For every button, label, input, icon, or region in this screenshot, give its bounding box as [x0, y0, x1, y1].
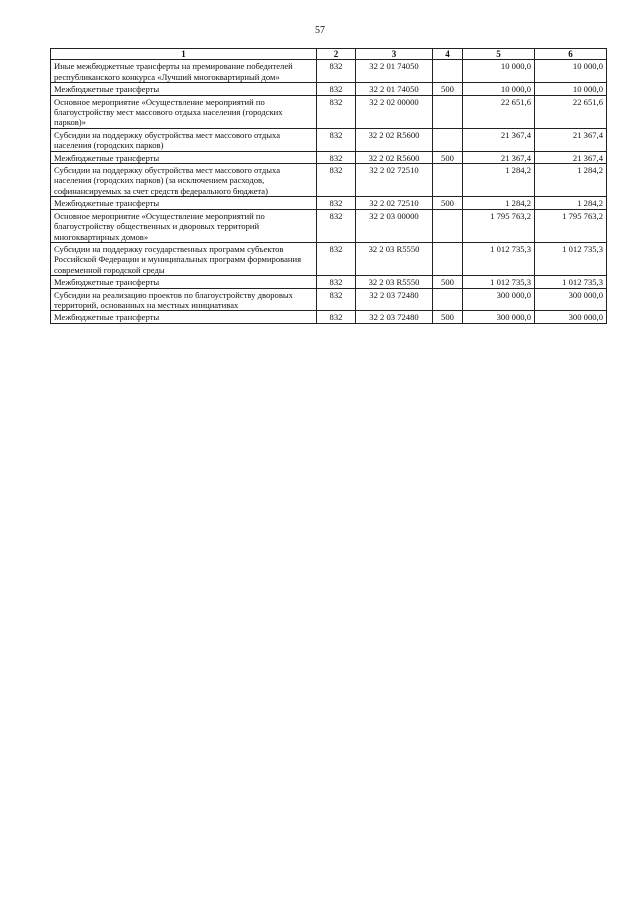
amount-cell: 21 367,4	[535, 128, 607, 151]
table-row	[51, 164, 607, 197]
target-article-cell: 32 2 02 R5600	[356, 128, 433, 151]
table-row	[51, 288, 607, 311]
column-header: 2	[317, 49, 356, 60]
expense-type-cell	[433, 60, 463, 83]
amount-cell: 10 000,0	[463, 83, 535, 95]
expense-type-cell: 500	[433, 197, 463, 209]
ministry-code-cell: 832	[317, 209, 356, 242]
table-row	[51, 209, 607, 242]
expense-type-cell	[433, 95, 463, 128]
amount-cell: 1 284,2	[463, 197, 535, 209]
item-name-cell: Субсидии на реализацию проектов по благоустройству дворовых территорий, основанных на местных инициативах	[51, 288, 317, 311]
table-row	[51, 95, 607, 128]
amount-cell: 1 284,2	[463, 164, 535, 197]
item-name-cell: Субсидии на поддержку обустройства мест массового отдыха населения (городских парков)	[51, 128, 317, 151]
amount-cell: 21 367,4	[535, 151, 607, 163]
expense-type-cell: 500	[433, 151, 463, 163]
item-name-cell: Субсидии на поддержку обустройства мест массового отдыха населения (городских парков) (за исключением расходов, софинансируемых за счет средств федерального бюджета)	[51, 164, 317, 197]
amount-cell: 1 012 735,3	[535, 242, 607, 275]
item-name-cell: Межбюджетные трансферты	[51, 276, 317, 288]
target-article-cell: 32 2 02 R5600	[356, 151, 433, 163]
target-article-cell: 32 2 01 74050	[356, 60, 433, 83]
target-article-cell: 32 2 03 00000	[356, 209, 433, 242]
item-name-cell: Межбюджетные трансферты	[51, 151, 317, 163]
column-header: 6	[535, 49, 607, 60]
item-name-cell: Иные межбюджетные трансферты на премирование победителей республиканского конкурса «Лучший многоквартирный дом»	[51, 60, 317, 83]
amount-cell: 300 000,0	[535, 288, 607, 311]
item-name-cell: Основное мероприятие «Осуществление мероприятий по благоустройству мест массового отдыха населения (городских парков)»	[51, 95, 317, 128]
ministry-code-cell: 832	[317, 242, 356, 275]
target-article-cell: 32 2 03 72480	[356, 288, 433, 311]
amount-cell: 1 284,2	[535, 197, 607, 209]
table-row	[51, 60, 607, 83]
ministry-code-cell: 832	[317, 128, 356, 151]
expense-type-cell	[433, 164, 463, 197]
target-article-cell: 32 2 03 R5550	[356, 242, 433, 275]
amount-cell: 22 651,6	[463, 95, 535, 128]
ministry-code-cell: 832	[317, 164, 356, 197]
target-article-cell: 32 2 02 72510	[356, 164, 433, 197]
target-article-cell: 32 2 03 R5550	[356, 276, 433, 288]
amount-cell: 10 000,0	[463, 60, 535, 83]
ministry-code-cell: 832	[317, 311, 356, 323]
table-row	[51, 311, 607, 323]
expense-type-cell	[433, 288, 463, 311]
expense-type-cell: 500	[433, 276, 463, 288]
target-article-cell: 32 2 02 00000	[356, 95, 433, 128]
column-header: 5	[463, 49, 535, 60]
amount-cell: 22 651,6	[535, 95, 607, 128]
table-row	[51, 151, 607, 163]
item-name-cell: Межбюджетные трансферты	[51, 83, 317, 95]
budget-table	[50, 48, 607, 324]
table-body	[51, 60, 607, 323]
amount-cell: 1 012 735,3	[463, 276, 535, 288]
expense-type-cell: 500	[433, 311, 463, 323]
item-name-cell: Межбюджетные трансферты	[51, 197, 317, 209]
ministry-code-cell: 832	[317, 288, 356, 311]
amount-cell: 300 000,0	[463, 311, 535, 323]
target-article-cell: 32 2 02 72510	[356, 197, 433, 209]
ministry-code-cell: 832	[317, 95, 356, 128]
amount-cell: 21 367,4	[463, 128, 535, 151]
amount-cell: 1 795 763,2	[463, 209, 535, 242]
amount-cell: 21 367,4	[463, 151, 535, 163]
amount-cell: 10 000,0	[535, 83, 607, 95]
table-header-row	[51, 49, 607, 60]
expense-type-cell	[433, 209, 463, 242]
amount-cell: 1 795 763,2	[535, 209, 607, 242]
expense-type-cell	[433, 242, 463, 275]
amount-cell: 1 284,2	[535, 164, 607, 197]
target-article-cell: 32 2 01 74050	[356, 83, 433, 95]
amount-cell: 300 000,0	[535, 311, 607, 323]
amount-cell: 10 000,0	[535, 60, 607, 83]
column-header: 3	[356, 49, 433, 60]
table-row	[51, 276, 607, 288]
amount-cell: 300 000,0	[463, 288, 535, 311]
item-name-cell: Межбюджетные трансферты	[51, 311, 317, 323]
expense-type-cell	[433, 128, 463, 151]
item-name-cell: Субсидии на поддержку государственных программ субъектов Российской Федерации и муниципальных программ формирования современной городской среды	[51, 242, 317, 275]
column-header: 1	[51, 49, 317, 60]
target-article-cell: 32 2 03 72480	[356, 311, 433, 323]
column-header: 4	[433, 49, 463, 60]
item-name-cell: Основное мероприятие «Осуществление мероприятий по благоустройству общественных и дворовых территорий многоквартирных домов»	[51, 209, 317, 242]
table-row	[51, 128, 607, 151]
ministry-code-cell: 832	[317, 151, 356, 163]
ministry-code-cell: 832	[317, 83, 356, 95]
page-number: 57	[315, 25, 325, 36]
ministry-code-cell: 832	[317, 60, 356, 83]
table-row	[51, 197, 607, 209]
ministry-code-cell: 832	[317, 197, 356, 209]
table-row	[51, 242, 607, 275]
ministry-code-cell: 832	[317, 276, 356, 288]
amount-cell: 1 012 735,3	[535, 276, 607, 288]
expense-type-cell: 500	[433, 83, 463, 95]
table-row	[51, 83, 607, 95]
amount-cell: 1 012 735,3	[463, 242, 535, 275]
